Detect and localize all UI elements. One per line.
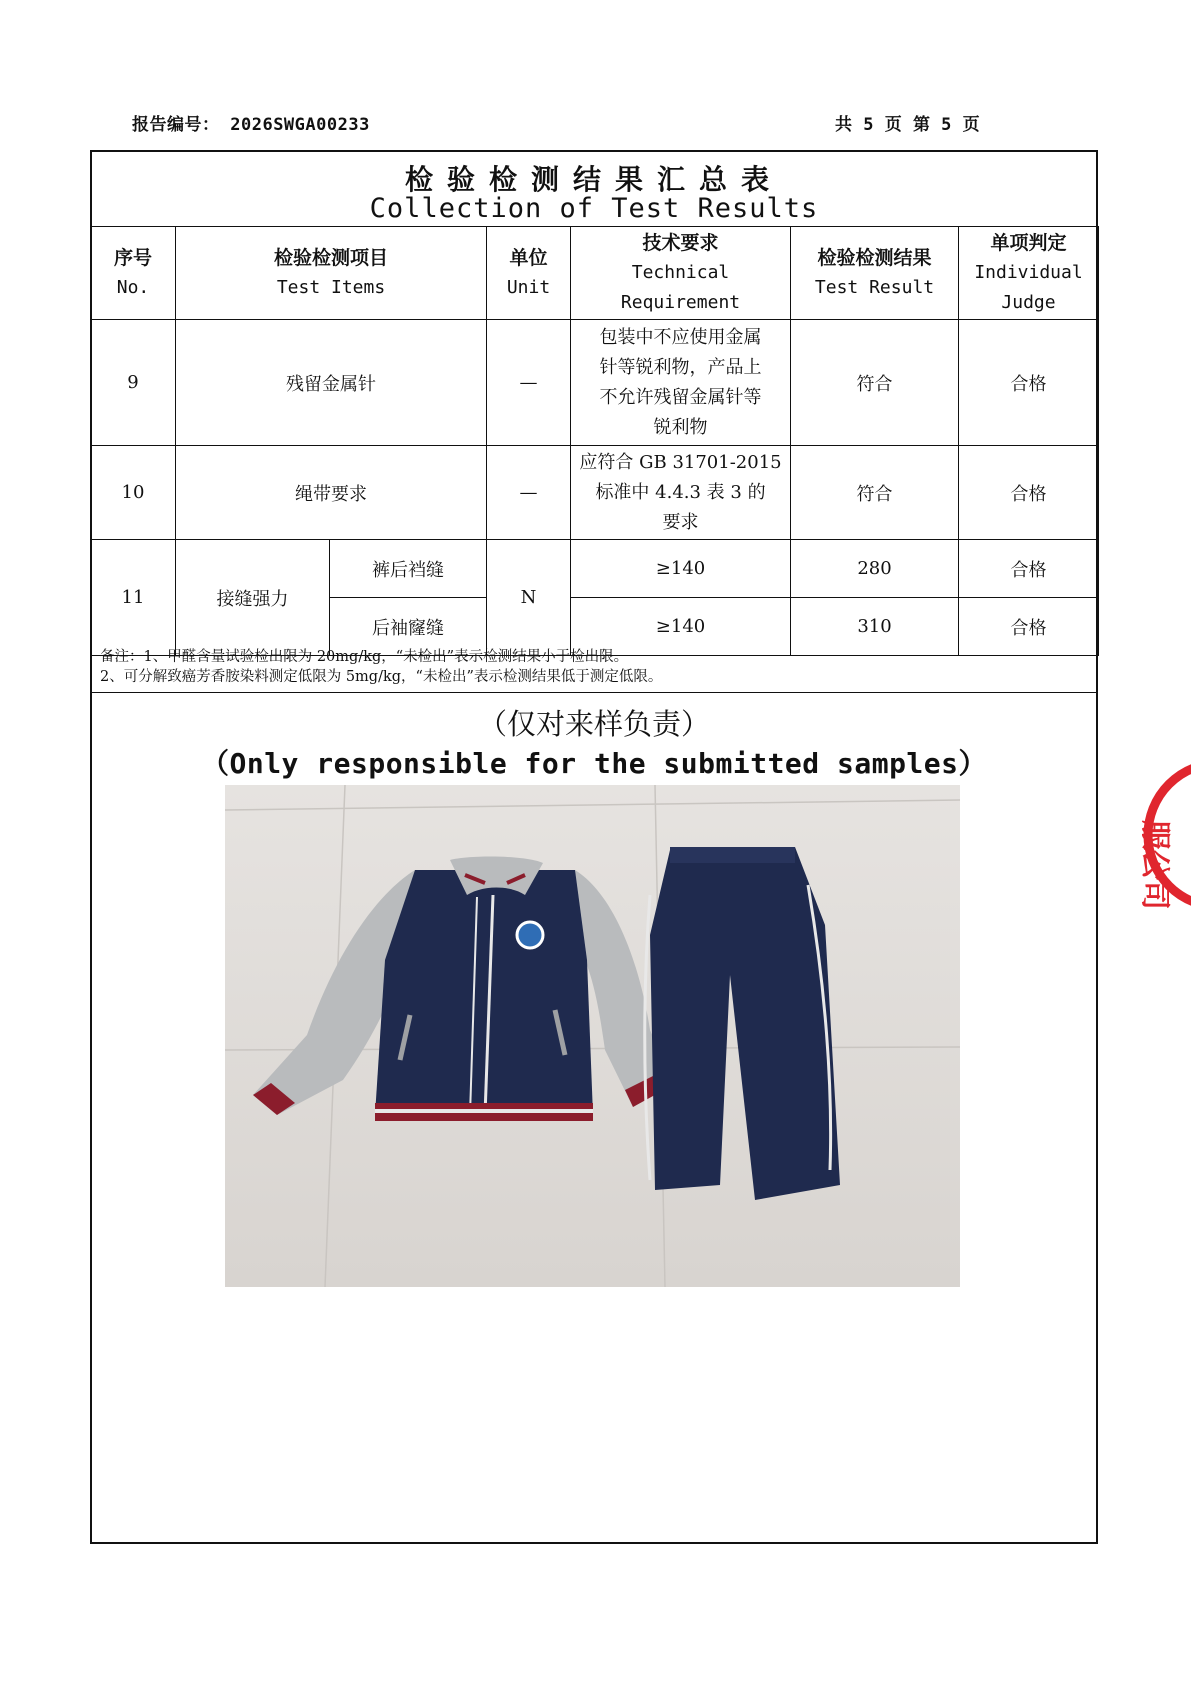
report-number bbox=[132, 110, 370, 135]
results-table bbox=[90, 226, 1099, 656]
row-judge: 合格 bbox=[959, 320, 1099, 446]
sample-photo bbox=[225, 785, 960, 1287]
row-unit: — bbox=[487, 446, 571, 540]
remark-1: 备注：1、甲醛含量试验检出限为 20mg/kg，“未检出”表示检测结果小于检出限。 bbox=[100, 649, 629, 665]
row-result: 符合 bbox=[791, 446, 959, 540]
row-subitem: 后袖窿缝 bbox=[330, 598, 487, 656]
col-test-items: 检验检测项目 Test Items bbox=[176, 227, 487, 320]
row-result: 符合 bbox=[791, 320, 959, 446]
col-result: 检验检测结果 Test Result bbox=[791, 227, 959, 320]
row-result: 310 bbox=[791, 598, 959, 656]
disclaimer-en: （Only responsible for the submitted samples） bbox=[200, 747, 987, 780]
page-count: 共 5 页 第 5 页 bbox=[835, 115, 981, 135]
table-row bbox=[91, 320, 1099, 446]
stamp-text: 服公司 bbox=[1137, 820, 1172, 910]
table-row bbox=[91, 446, 1099, 540]
col-no: 序号 No. bbox=[91, 227, 176, 320]
row-item: 残留金属针 bbox=[176, 320, 487, 446]
disclaimer-zh: （仅对来样负责） bbox=[477, 707, 710, 741]
remarks bbox=[100, 647, 662, 687]
company-seal-stamp bbox=[1135, 750, 1191, 920]
row-requirement: 包装中不应使用金属 针等锐利物，产品上 不允许残留金属针等 锐利物 bbox=[571, 320, 791, 446]
row-subitem: 裤后裆缝 bbox=[330, 540, 487, 598]
table-header-row bbox=[91, 227, 1099, 320]
col-requirement: 技术要求 Technical Requirement bbox=[571, 227, 791, 320]
col-judge: 单项判定 Individual Judge bbox=[959, 227, 1099, 320]
col-unit: 单位 Unit bbox=[487, 227, 571, 320]
row-judge: 合格 bbox=[959, 446, 1099, 540]
divider bbox=[92, 692, 1096, 693]
report-frame bbox=[90, 150, 1098, 1544]
remark-2: 2、可分解致癌芳香胺染料测定低限为 5mg/kg，“未检出”表示检测结果低于测定低限。 bbox=[100, 669, 663, 685]
row-no: 9 bbox=[91, 320, 176, 446]
row-requirement: ≥140 bbox=[571, 540, 791, 598]
row-requirement: ≥140 bbox=[571, 598, 791, 656]
row-unit: N bbox=[487, 540, 571, 656]
table-title-en: Collection of Test Results bbox=[369, 193, 819, 224]
row-judge: 合格 bbox=[959, 540, 1099, 598]
report-number-label: 报告编号： bbox=[132, 115, 220, 135]
row-requirement: 应符合 GB 31701-2015 标准中 4.4.3 表 3 的 要求 bbox=[571, 446, 791, 540]
table-title-zh: 检验检测结果汇总表 bbox=[404, 163, 783, 196]
report-number-value: 2026SWGA00233 bbox=[230, 115, 370, 135]
row-no: 11 bbox=[91, 540, 176, 656]
row-unit: — bbox=[487, 320, 571, 446]
row-item: 接缝强力 bbox=[176, 540, 330, 656]
table-row bbox=[91, 540, 1099, 598]
row-judge: 合格 bbox=[959, 598, 1099, 656]
row-item: 绳带要求 bbox=[176, 446, 487, 540]
row-no: 10 bbox=[91, 446, 176, 540]
row-result: 280 bbox=[791, 540, 959, 598]
